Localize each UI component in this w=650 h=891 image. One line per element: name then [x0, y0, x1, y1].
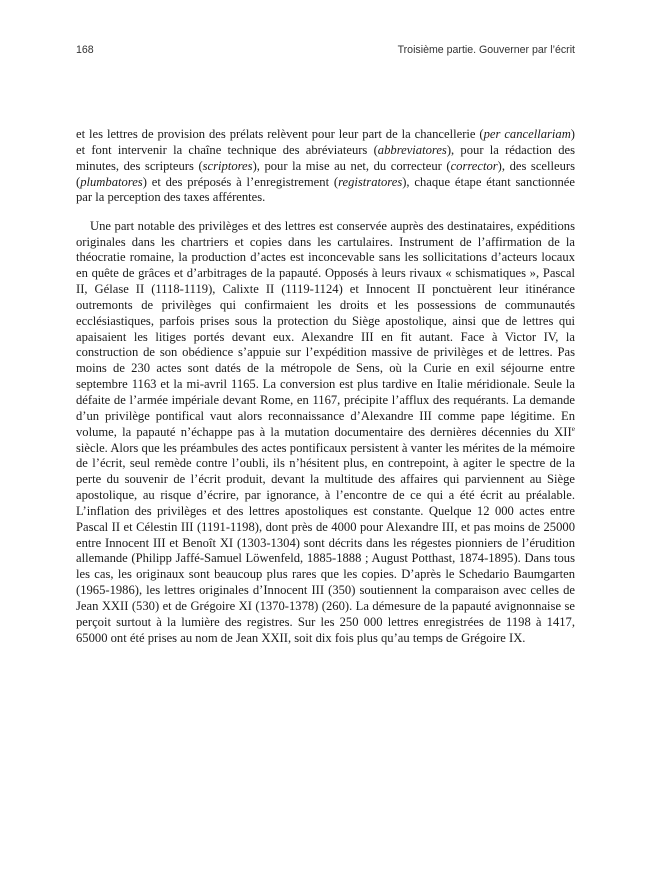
text-run: ), pour la mise au net, du correcteur (: [252, 158, 451, 173]
text-run: ) et des préposés à l’enregistrement (: [142, 174, 339, 189]
text-run: ) et font intervenir la chaîne technique des abréviateurs (: [76, 127, 575, 157]
latin-term: abbreviatores: [377, 142, 447, 157]
page-number: 168: [76, 44, 94, 56]
latin-term: registratores: [338, 174, 403, 189]
text-run: et les lettres de provision des prélats relèvent pour leur part de la chancellerie (: [76, 127, 484, 141]
section-title: Troisième partie. Gouverner par l’écrit: [397, 44, 575, 56]
latin-term: plumbatores: [80, 174, 143, 189]
text-run: ), pour la rédaction des minutes, des scripteurs (: [76, 142, 575, 173]
body-text: [76, 127, 575, 647]
text-run: siècle. Alors que les préambules des actes pontificaux persistent à vanter les mérites de la mémoire de l’écrit, seul remède contre l’oubli, ils n’hésitent plus, en contrepoint, à agiter le spectre de la perte du souvenir de l’écrit produit, devant la multitude des affaires qui parviennent au Siège apostolique, au risque d’écrire, par ignorance, à l’encontre de ce qui a été écrit au préalable. L’inflation des privilèges et des lettres apostoliques est constante. Quelque 12 000 actes entre Pascal II et Célestin III (1191-1198), dont près de 4000 pour Alexandre III, et pas moins de 25000 entre Innocent III et Benoît XI (1303-1304) sont décrits dans les régestes pionniers de l’érudition allemande (Philipp Jaffé-Samuel Löwenfeld, 1885-1888 ; August Potthast, 1874-1895). Dans tous les cas, les originaux sont beaucoup plus rares que les copies. D’après le Schedario Baumgarten (1965-1986), les lettres originales d’Innocent III (350) soutiennent la comparaison avec celles de Jean XXII (530) et de Grégoire XI (1370-1378) (260). La démesure de la papauté avignonnaise se perçoit surtout à la lumière des registres. Sur les 250 000 lettres enregistrées de 1198 à 1417, 65000 ont été prises au nom de Jean XXII, soit dix fois plus qu’au temps de Grégoire IX.: [76, 440, 575, 645]
text-run: ), chaque étape étant sanctionnée par la perception des taxes afférentes.: [76, 174, 575, 205]
latin-term: scriptores: [202, 158, 253, 173]
superscript: e: [571, 423, 575, 433]
latin-term: corrector: [450, 158, 498, 173]
paragraph-papal-acts: [76, 219, 575, 647]
paragraph-continuation: [76, 127, 575, 206]
latin-term: per cancellariam: [483, 127, 571, 141]
text-run: ), des scelleurs (: [76, 158, 575, 189]
text-run: Une part notable des privilèges et des lettres est conservée auprès des destinataires, expéditions originales dans les chartriers et copies dans les cartulaires. Instrument de l’affirmation de la théocratie romaine, la production d’actes est inconcevable sans les sollicitations d’acteurs locaux en quête de grâces et d’arbitrages de la papauté. Opposés à leurs rivaux « schismatiques », Pascal II, Gélase II (1118-1119), Calixte II (1119-1124) et Innocent II ponctuèrent leur itinérance outremonts de privilèges qui confirmaient les droits et les possessions de communautés ecclésiastiques, parfois prises sous la protection du Siège apostolique, ainsi que de lettres qui apaisaient les litiges portés devant eux. Alexandre III en fit autant. Face à Victor IV, la construction de son obédience s’appuie sur l’expédition massive de privilèges et de lettres. Pas moins de 230 actes sont datés de la métropole de Sens, où la Curie en exil séjourne entre septembre 1163 et la mi-avril 1165. La conversion est plus tardive en Italie méridionale. Seule la défaite de l’armée impériale devant Rome, en 1167, précipite l’afflux des requérants. La demande d’un privilège pontifical vaut alors reconnaissance d’Alexandre III comme pape légitime. En volume, la papauté n’échappe pas à la mutation documentaire des dernières décennies du XII: [76, 218, 575, 439]
running-head: [76, 44, 575, 60]
